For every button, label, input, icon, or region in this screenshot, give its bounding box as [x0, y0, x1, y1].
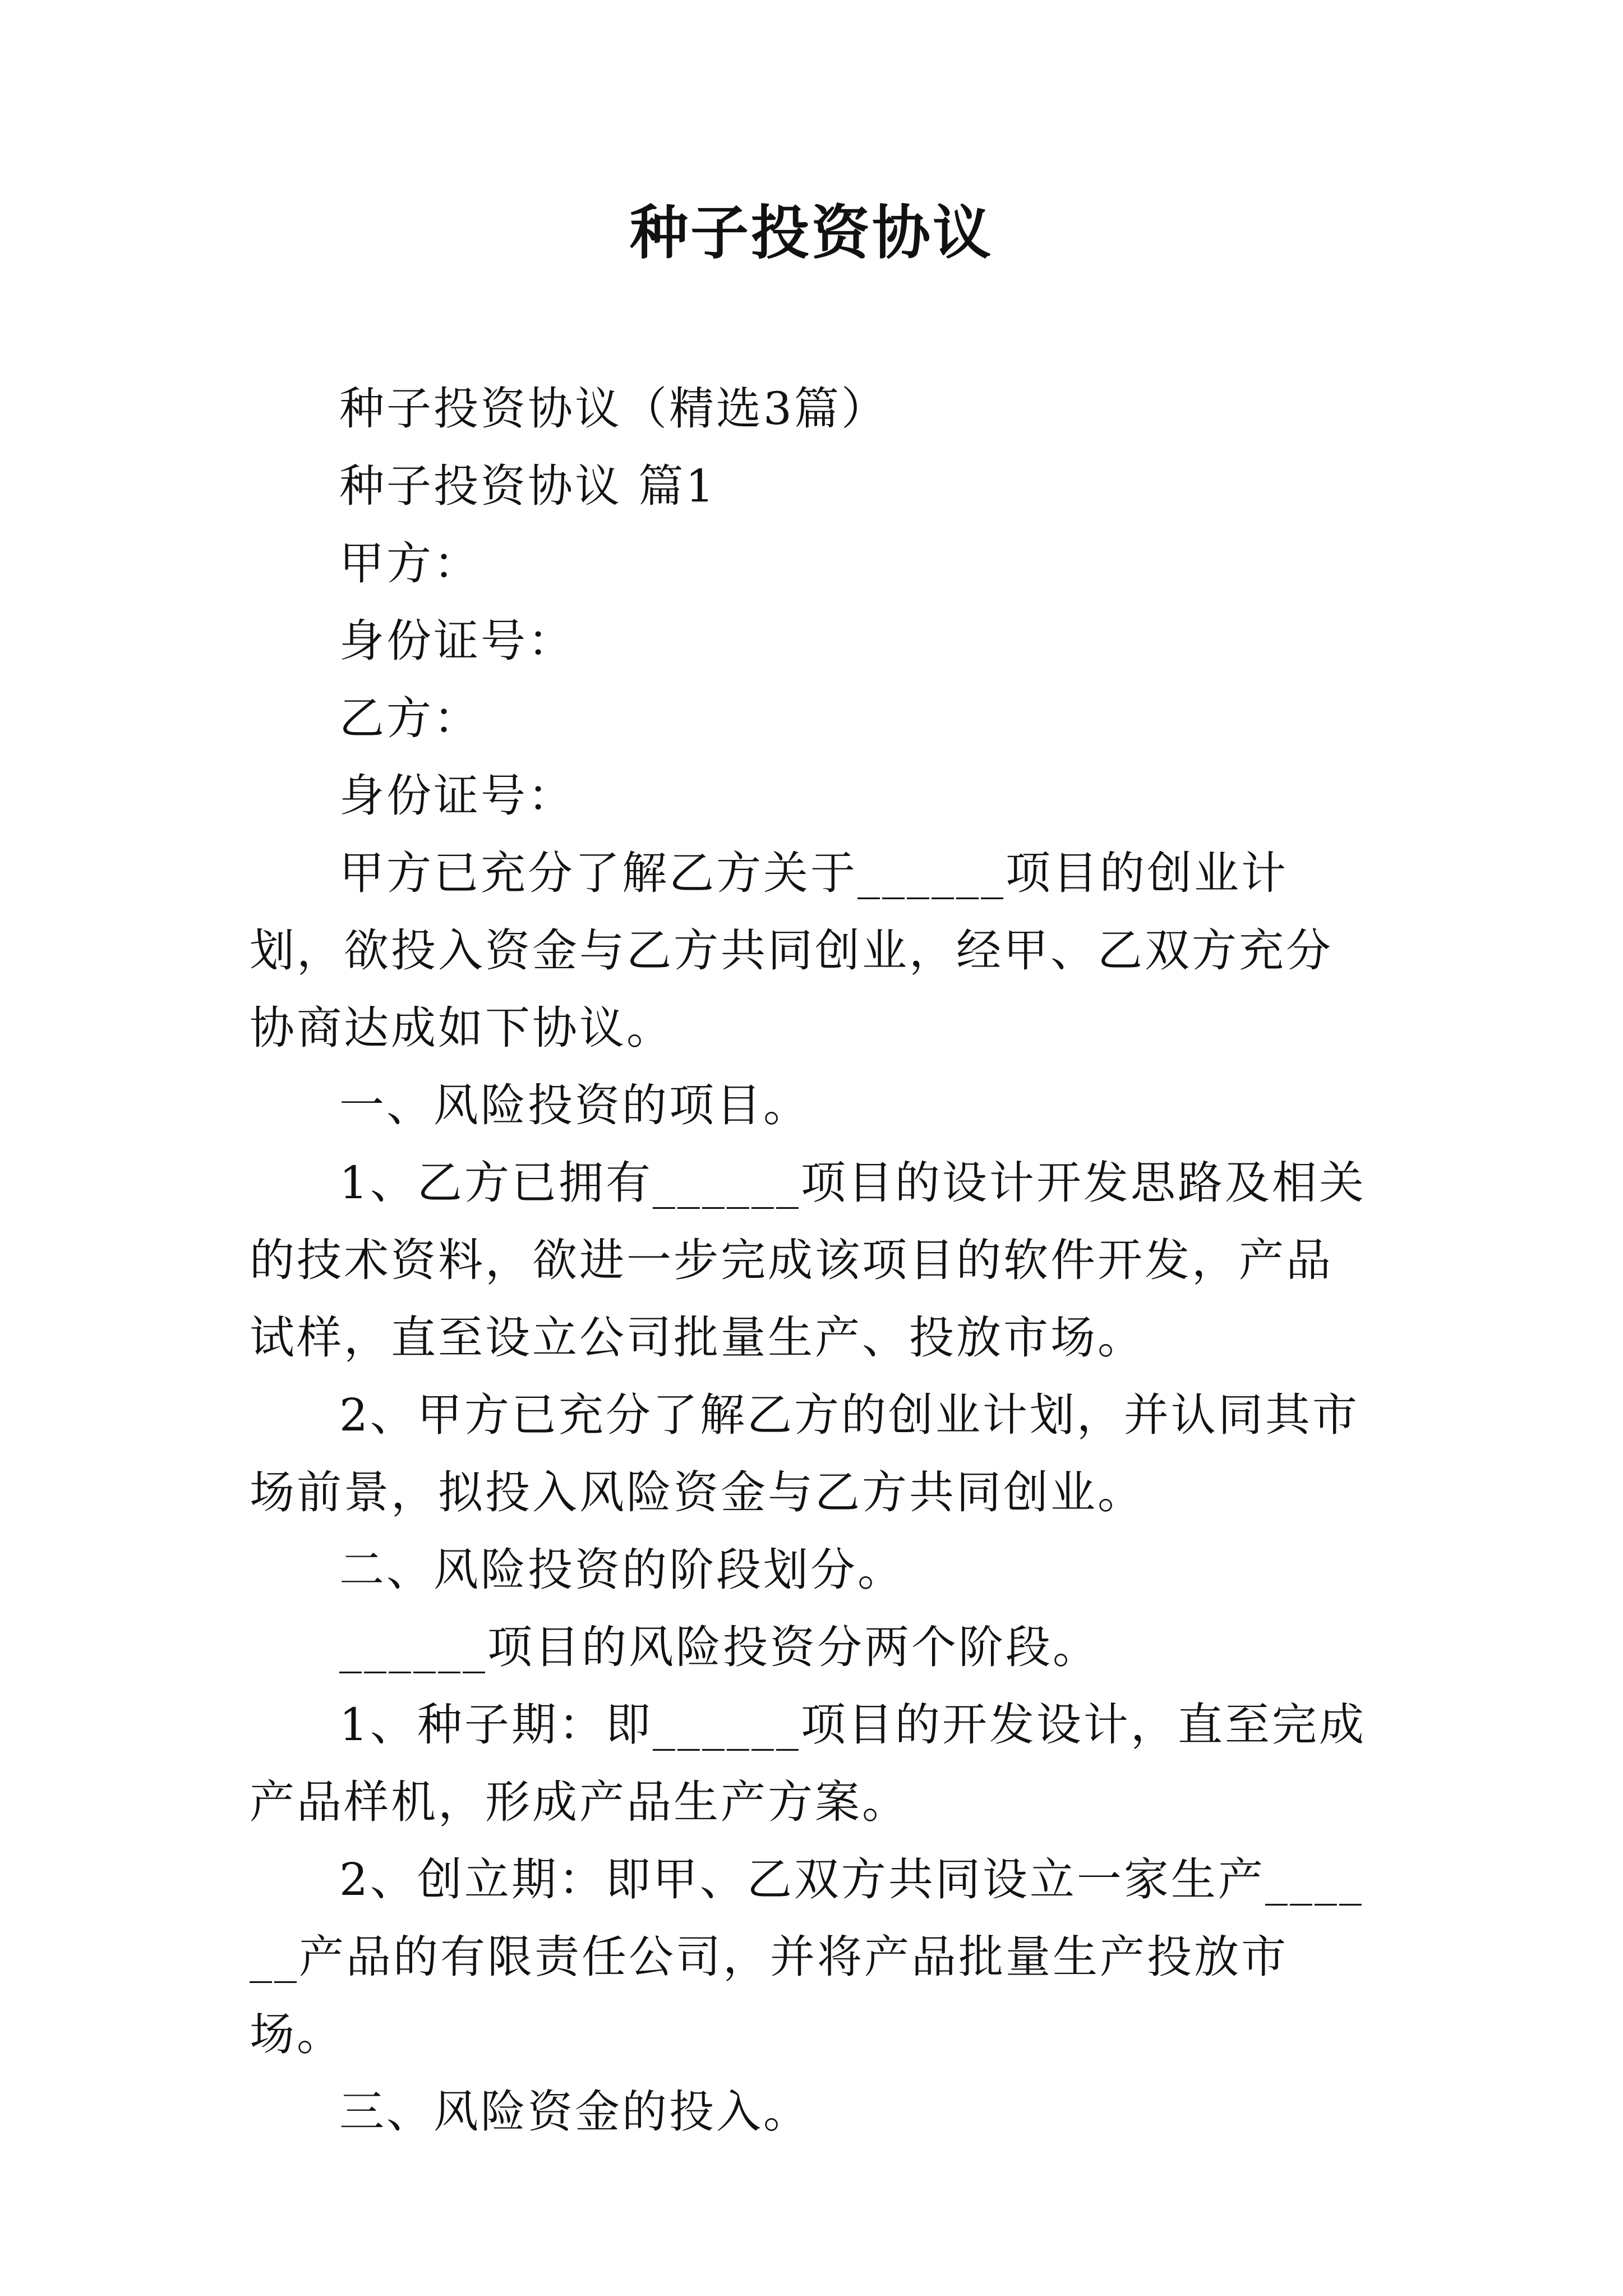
- paragraph-section-heading: 种子投资协议 篇1: [339, 460, 717, 512]
- paragraph-preamble: 甲方已充分了解乙方关于______项目的创业计划，欲投入资金与乙方共同创业，经甲、乙双方充分协商达成如下协议。: [250, 847, 1333, 1054]
- paragraph-clause-3-heading: 三、风险资金的投入。: [339, 2086, 810, 2138]
- paragraph-subtitle: 种子投资协议（精选3篇）: [339, 383, 888, 435]
- paragraph-clause-2-1: 1、种子期：即______项目的开发设计，直至完成产品样机，形成产品生产方案。: [250, 1699, 1366, 1828]
- paragraph-party-b: 乙方：: [339, 692, 481, 744]
- paragraph-clause-1-heading: 一、风险投资的项目。: [339, 1079, 810, 1131]
- paragraph-party-b-id: 身份证号：: [339, 770, 575, 822]
- paragraph-party-a: 甲方：: [339, 537, 481, 590]
- paragraph-clause-1-2: 2、甲方已充分了解乙方的创业计划，并认同其市场前景，拟投入风险资金与乙方共同创业。: [250, 1389, 1359, 1519]
- paragraph-clause-2-heading: 二、风险投资的阶段划分。: [339, 1544, 905, 1596]
- document-title: 种子投资协议: [629, 198, 993, 267]
- paragraph-party-a-id: 身份证号：: [339, 615, 575, 667]
- paragraph-clause-1-1: 1、乙方已拥有______项目的设计开发思路及相关的技术资料，欲进一步完成该项目的软件开发，产品试样，直至设立公司批量生产、投放市场。: [250, 1157, 1366, 1364]
- document-body: [250, 370, 1374, 2151]
- paragraph-clause-2-intro: ______项目的风险投资分两个阶段。: [339, 1621, 1100, 1673]
- paragraph-clause-2-2: 2、创立期：即甲、乙双方共同设立一家生产______产品的有限责任公司，并将产品批量生产投放市场。: [250, 1853, 1364, 2060]
